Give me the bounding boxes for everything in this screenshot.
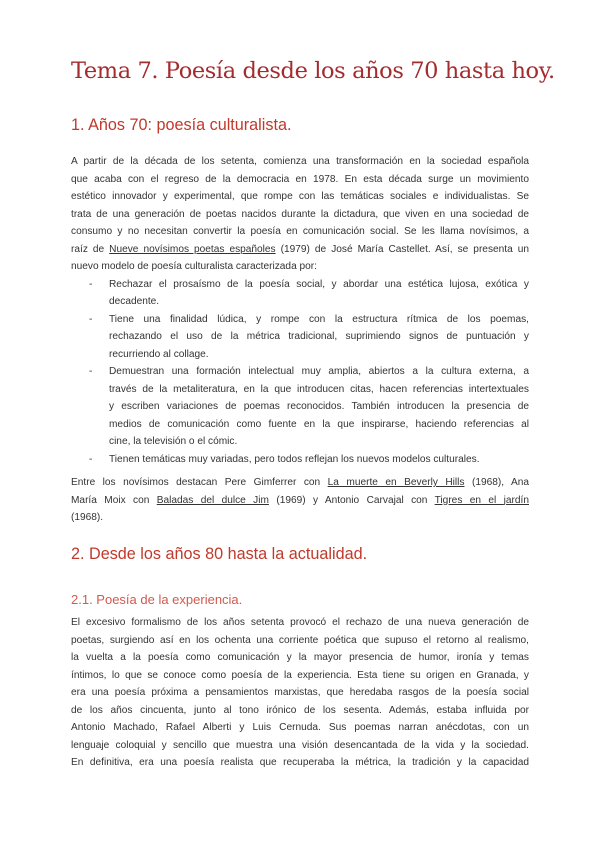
bullet-dash: - xyxy=(89,366,93,377)
list-item-line: y escriben variaciones de poemas reconocidos. También introducen la presencia de xyxy=(109,401,529,412)
book-title-tigres: Tigres en el jardín xyxy=(434,494,529,506)
bullet-dash: - xyxy=(89,313,93,325)
paragraph-line xyxy=(71,474,529,492)
book-title-baladas: Baladas del dulce Jim xyxy=(156,494,269,506)
paragraph-line xyxy=(71,492,529,510)
paragraph-line: nuevo modelo de poesía culturalista caracterizada por: xyxy=(71,261,317,272)
list-item-line: cine, la televisión o el cómic. xyxy=(109,436,238,447)
paragraph-line: El excesivo formalismo de los años setenta provocó el rechazo de una nueva generación de xyxy=(71,617,529,628)
paragraph-line: lenguaje coloquial y sencillo que muestra una visión desencantada de la vida y la sociedad. xyxy=(71,739,529,751)
paragraph-line: consumo y no necesitan convertir la poesía en comunicación social. Se les llama novísimos, a xyxy=(71,226,529,237)
paragraph-line: A partir de la década de los setenta, comienza una transformación en la sociedad española xyxy=(71,156,529,167)
paragraph-line: que acaba con el regreso de la democracia en 1978. En esta década surge un movimiento xyxy=(71,173,529,185)
paragraph-line: íntimos, lo que se conoce como poesía de la experiencia. Esta tiene su origen en Granada, y xyxy=(71,669,529,681)
text: (1968), Ana xyxy=(464,477,529,488)
paragraph-line: (1968). xyxy=(71,512,104,523)
paragraph-line: de los años cincuenta, junto al tono irónico de los sesenta. Además, estaba influida por xyxy=(71,704,529,716)
list-item-line: recurriendo al collage. xyxy=(109,348,209,360)
paragraph-line: trata de una generación de poetas nacidos durante la dictadura, que viven en una sociedad de xyxy=(71,208,529,220)
list-item-line: Tienen temáticas muy variadas, pero todos reflejan los nuevos modelos culturales. xyxy=(109,453,480,465)
bullet-dash: - xyxy=(89,453,93,465)
list-item-line: Demuestran una formación intelectual muy amplia, abiertos a la cultura externa, a xyxy=(109,366,529,377)
paragraph-line: poetas, surgiendo así en los ochenta una corriente poética que supuso el retorno al realismo, xyxy=(71,634,529,646)
section-1-heading: 1. Años 70: poesía culturalista. xyxy=(71,116,292,134)
list-item-line: Rechazar el prosaísmo de la poesía social, y abordar una estética lujosa, exótica y xyxy=(109,278,529,290)
section-1-closing xyxy=(71,474,529,527)
paragraph-line: la vuelta a la poesía como comunicación y la mayor presencia de humor, ironía y temas xyxy=(71,652,529,663)
text: María Moix con xyxy=(71,494,157,506)
paragraph-line xyxy=(71,241,529,259)
list-item xyxy=(71,451,529,469)
list-item-line: rechazando el uso de la métrica tradicional, suprimiendo signos de puntuación y xyxy=(109,331,529,342)
page-title: Tema 7. Poesía desde los años 70 hasta hoy. xyxy=(71,58,555,84)
paragraph-line: estético innovador y experimental, que rompe con las temáticas sociales e individualistas. Se xyxy=(71,191,529,202)
list-item-line: decadente. xyxy=(109,296,160,307)
subsection-2-1-heading: 2.1. Poesía de la experiencia. xyxy=(71,592,243,607)
text: raíz de xyxy=(71,243,110,255)
list-item-line: través de la metaliteratura, en la que introducen citas, hacen referencias intertextuales xyxy=(109,383,529,395)
list-item xyxy=(71,311,529,364)
section-2-heading: 2. Desde los años 80 hasta la actualidad. xyxy=(71,545,368,563)
list-item xyxy=(71,363,529,451)
bullet-dash: - xyxy=(89,278,93,290)
paragraph-line: era una poesía próxima a pensamientos marxistas, que heredaba rasgos de la poesía social xyxy=(71,687,529,698)
text: Entre los novísimos destacan Pere Gimferrer con xyxy=(71,477,328,488)
list-item-line: medios de comunicación como fuente en la que inspirarse, haciendo referencias al xyxy=(109,418,529,430)
book-title-nueve-novisimos: Nueve novísimos poetas españoles xyxy=(109,243,276,255)
text: (1969) y Antonio Carvajal con xyxy=(268,494,435,506)
paragraph-line: Antonio Machado, Rafael Alberti y Luis Cernuda. Sus poemas narran anécdotas, con un xyxy=(71,722,529,733)
text: (1979) de José María Castellet. Así, se presenta un xyxy=(275,243,529,255)
section-1-bullet-list xyxy=(71,276,529,469)
section-1-intro xyxy=(71,153,529,276)
list-item xyxy=(71,276,529,311)
paragraph-line: En definitiva, era una poesía realista que recuperaba la métrica, la tradición y la capacidad xyxy=(71,757,529,768)
subsection-2-1-paragraph xyxy=(71,614,529,772)
book-title-beverly-hills: La muerte en Beverly Hills xyxy=(327,477,465,488)
list-item-line: Tiene una finalidad lúdica, y rompe con la estructura rítmica de los poemas, xyxy=(109,313,529,325)
